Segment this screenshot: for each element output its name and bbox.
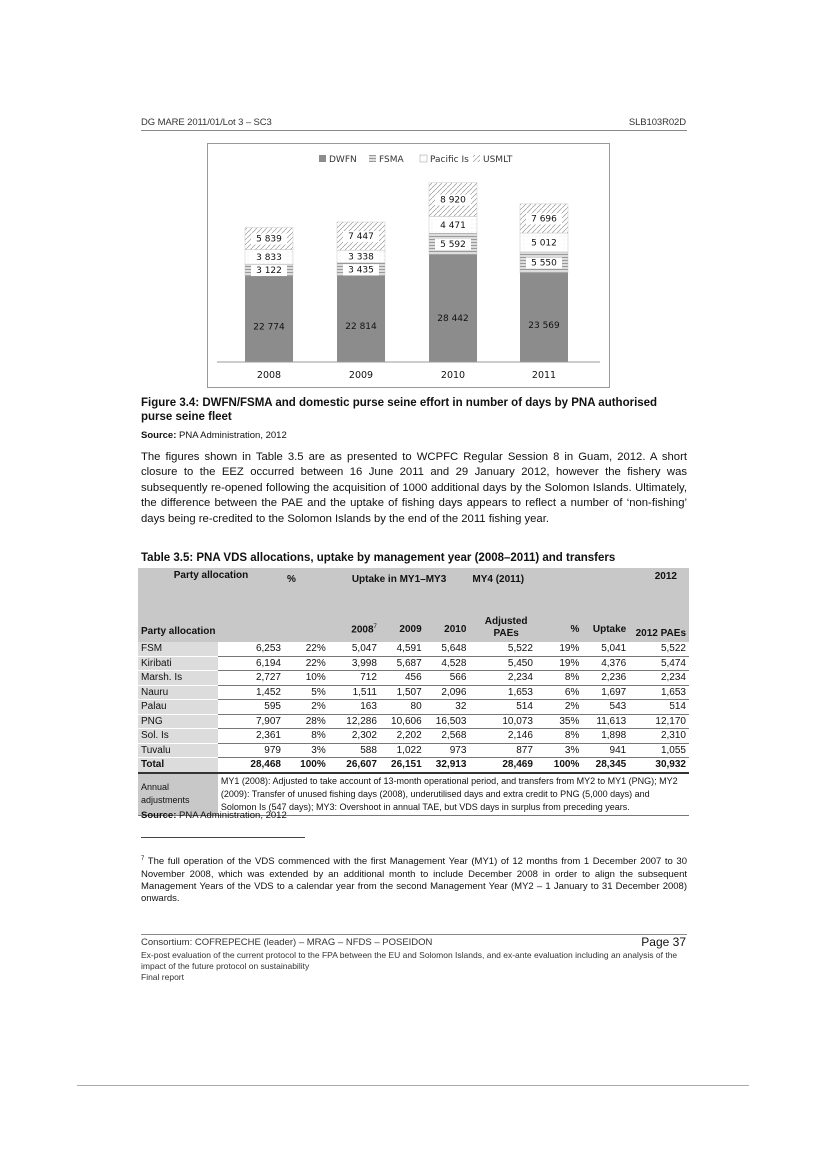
cell-y2009: 4,591 bbox=[380, 642, 425, 656]
bottom-rule bbox=[77, 1085, 749, 1086]
cell-y2010: 566 bbox=[425, 671, 470, 686]
table-row bbox=[138, 714, 689, 729]
cell-y2010: 2,096 bbox=[425, 685, 470, 700]
party-name: PNG bbox=[138, 714, 218, 729]
th2-party-allocation: Party allocation bbox=[138, 598, 284, 642]
cell-adj: 1,653 bbox=[469, 685, 543, 700]
legend-swatch-0 bbox=[319, 155, 326, 162]
header-right: SLB103R02D bbox=[628, 117, 686, 128]
cell-y2008: 712 bbox=[329, 671, 380, 686]
cell-pct4: 35% bbox=[543, 714, 582, 729]
cell-p2012: 30,932 bbox=[629, 758, 689, 773]
th-my4: MY4 (2011) bbox=[469, 568, 582, 598]
data-label: 5 592 bbox=[440, 239, 466, 250]
cell-pct4: 8% bbox=[543, 729, 582, 744]
th-2012: 2012 bbox=[582, 568, 689, 598]
table-source-text: PNA Administration, 2012 bbox=[179, 810, 287, 821]
legend-swatch-2 bbox=[420, 155, 427, 162]
legend-swatch-3 bbox=[473, 155, 480, 162]
table-source bbox=[141, 810, 287, 821]
table-row bbox=[138, 729, 689, 744]
cell-alloc: 7,907 bbox=[218, 714, 284, 729]
cell-y2009: 1,022 bbox=[380, 743, 425, 758]
cell-p2012: 5,474 bbox=[629, 656, 689, 671]
party-name: FSM bbox=[138, 642, 218, 656]
cell-pct: 28% bbox=[284, 714, 329, 729]
data-label: 3 833 bbox=[256, 252, 282, 263]
party-name: Sol. Is bbox=[138, 729, 218, 744]
cell-y2008: 3,998 bbox=[329, 656, 380, 671]
cell-y2009: 26,151 bbox=[380, 758, 425, 773]
table-row bbox=[138, 642, 689, 656]
effort-stacked-bar-chart bbox=[207, 143, 610, 388]
th-percent: % bbox=[284, 568, 329, 598]
party-name: Nauru bbox=[138, 685, 218, 700]
table-header-row-2 bbox=[138, 598, 689, 642]
cell-pct: 10% bbox=[284, 671, 329, 686]
cell-uptake: 941 bbox=[582, 743, 629, 758]
cell-uptake: 28,345 bbox=[582, 758, 629, 773]
cell-y2008: 1,511 bbox=[329, 685, 380, 700]
legend-swatch-1 bbox=[369, 155, 376, 162]
data-label: 22 814 bbox=[345, 322, 377, 333]
table-row bbox=[138, 671, 689, 686]
table-row bbox=[138, 743, 689, 758]
data-label: 5 012 bbox=[531, 238, 557, 249]
th-uptake: Uptake in MY1–MY3 bbox=[329, 568, 470, 598]
cell-alloc: 2,727 bbox=[218, 671, 284, 686]
cell-alloc: 595 bbox=[218, 700, 284, 715]
cell-adj: 514 bbox=[469, 700, 543, 715]
cell-pct4: 6% bbox=[543, 685, 582, 700]
cell-y2009: 456 bbox=[380, 671, 425, 686]
annual-adjustments-row bbox=[138, 773, 689, 816]
data-label: 8 920 bbox=[440, 195, 466, 206]
cell-uptake: 11,613 bbox=[582, 714, 629, 729]
page-number: Page 37 bbox=[641, 935, 686, 949]
th2-percent: % bbox=[543, 598, 582, 642]
cell-y2010: 5,648 bbox=[425, 642, 470, 656]
footer-line-3: Final report bbox=[141, 972, 184, 982]
cell-y2008: 5,047 bbox=[329, 642, 380, 656]
th2-2008-text: 2008 bbox=[351, 624, 374, 635]
cell-pct4: 19% bbox=[543, 642, 582, 656]
cell-pct4: 3% bbox=[543, 743, 582, 758]
table-header-row-1 bbox=[138, 568, 689, 598]
cell-p2012: 514 bbox=[629, 700, 689, 715]
cell-y2008: 588 bbox=[329, 743, 380, 758]
cell-adj: 877 bbox=[469, 743, 543, 758]
cell-y2008: 12,286 bbox=[329, 714, 380, 729]
data-label: 5 550 bbox=[531, 258, 557, 269]
bar-segment-dwfn bbox=[429, 254, 477, 362]
table-caption: Table 3.5: PNA VDS allocations, uptake by management year (2008–2011) and transfers bbox=[141, 552, 616, 564]
cell-uptake: 2,236 bbox=[582, 671, 629, 686]
bar-segment-dwfn bbox=[337, 276, 385, 362]
data-label: 4 471 bbox=[440, 220, 466, 231]
cell-uptake: 4,376 bbox=[582, 656, 629, 671]
cell-y2010: 2,568 bbox=[425, 729, 470, 744]
cell-pct: 100% bbox=[284, 758, 329, 773]
header-rule bbox=[141, 130, 687, 131]
cell-p2012: 2,310 bbox=[629, 729, 689, 744]
cell-alloc: 1,452 bbox=[218, 685, 284, 700]
cell-pct: 22% bbox=[284, 642, 329, 656]
cell-pct: 8% bbox=[284, 729, 329, 744]
table-row bbox=[138, 656, 689, 671]
table-row bbox=[138, 700, 689, 715]
th2-2009: 2009 bbox=[380, 598, 425, 642]
cell-pct4: 8% bbox=[543, 671, 582, 686]
footnote bbox=[141, 853, 687, 906]
body-paragraph: The figures shown in Table 3.5 are as presented to WCPFC Regular Session 8 in Guam, 2012. A short closure to the EEZ occurred between 16 June 2011 and 29 January 2012, however the fishery was subsequently re-opened following the acquisition of 1000 additional days by the Solomon Islands. Ultimately, the difference between the PAE and the uptake of fishing days appears to reflect a number of ‘non-fishing’ days being re-credited to the Solomon Islands by the end of the 2011 fishing year. bbox=[141, 451, 687, 525]
vds-table bbox=[138, 568, 689, 816]
cell-pct4: 100% bbox=[543, 758, 582, 773]
annual-adjustments-label: Annual adjustments bbox=[138, 773, 218, 816]
footnote-rule bbox=[141, 837, 305, 838]
cell-adj: 2,234 bbox=[469, 671, 543, 686]
cell-pct: 3% bbox=[284, 743, 329, 758]
cell-y2008: 163 bbox=[329, 700, 380, 715]
cell-alloc: 28,468 bbox=[218, 758, 284, 773]
table-body bbox=[138, 642, 689, 815]
legend-label: FSMA bbox=[379, 155, 404, 165]
cell-y2008: 26,607 bbox=[329, 758, 380, 773]
footnote-mark: 7 bbox=[141, 856, 145, 862]
cell-uptake: 5,041 bbox=[582, 642, 629, 656]
figure-caption: Figure 3.4: DWFN/FSMA and domestic purse seine effort in number of days by PNA authorised purse seine fleet bbox=[141, 397, 658, 423]
footer-rule bbox=[141, 934, 687, 935]
cell-p2012: 5,522 bbox=[629, 642, 689, 656]
cell-y2009: 80 bbox=[380, 700, 425, 715]
th2-uptake: Uptake bbox=[582, 598, 629, 642]
data-label: 7 447 bbox=[348, 232, 374, 243]
cell-pct4: 19% bbox=[543, 656, 582, 671]
cell-adj: 5,450 bbox=[469, 656, 543, 671]
table-row bbox=[138, 685, 689, 700]
data-label: 7 696 bbox=[531, 214, 557, 225]
cell-adj: 28,469 bbox=[469, 758, 543, 773]
cell-adj: 10,073 bbox=[469, 714, 543, 729]
party-name: Tuvalu bbox=[138, 743, 218, 758]
footnote-text: The full operation of the VDS commenced with the first Management Year (MY1) of 12 months from 1 December 2007 to 30 November 2008, which was extended by an additional month to include December 2008 in order to align the subsequent Management Years of the VDS to a calendar year from the second Management Year (MY2 – 1 January to 31 December 2008) onwards. bbox=[141, 856, 688, 905]
cell-uptake: 543 bbox=[582, 700, 629, 715]
th-party-allocation: Party allocation bbox=[138, 568, 284, 598]
footer-description bbox=[141, 950, 689, 983]
cell-y2008: 2,302 bbox=[329, 729, 380, 744]
cell-pct: 5% bbox=[284, 685, 329, 700]
cell-pct4: 2% bbox=[543, 700, 582, 715]
table-row bbox=[138, 758, 689, 773]
data-label: 23 569 bbox=[528, 321, 560, 332]
cell-y2010: 973 bbox=[425, 743, 470, 758]
cell-y2010: 32 bbox=[425, 700, 470, 715]
party-name: Marsh. Is bbox=[138, 671, 218, 686]
data-label: 22 774 bbox=[253, 322, 285, 333]
footer-line-2: Ex-post evaluation of the current protocol to the FPA between the EU and Solomon Islands, and ex-ante evaluation including an analysis of the impact of the future protocol on sustainability bbox=[141, 950, 678, 971]
figure-source-label: Source: bbox=[141, 430, 177, 441]
table-source-label: Source: bbox=[141, 810, 177, 821]
cell-y2009: 5,687 bbox=[380, 656, 425, 671]
legend-label: USMLT bbox=[483, 155, 513, 165]
th2-2010: 2010 bbox=[425, 598, 470, 642]
cell-uptake: 1,697 bbox=[582, 685, 629, 700]
bar-segment-dwfn bbox=[245, 276, 293, 362]
party-name: Palau bbox=[138, 700, 218, 715]
x-tick-label: 2011 bbox=[531, 370, 557, 381]
cell-y2010: 16,503 bbox=[425, 714, 470, 729]
cell-p2012: 12,170 bbox=[629, 714, 689, 729]
cell-y2010: 4,528 bbox=[425, 656, 470, 671]
data-label: 28 442 bbox=[437, 314, 469, 325]
data-label: 3 435 bbox=[348, 265, 374, 276]
x-tick-label: 2009 bbox=[348, 370, 374, 381]
figure-source-text: PNA Administration, 2012 bbox=[179, 430, 287, 441]
cell-pct: 2% bbox=[284, 700, 329, 715]
party-name: Total bbox=[138, 758, 218, 773]
cell-y2010: 32,913 bbox=[425, 758, 470, 773]
footer-consortium: Consortium: COFREPECHE (leader) – MRAG – NFDS – POSEIDON bbox=[141, 937, 433, 948]
cell-alloc: 6,253 bbox=[218, 642, 284, 656]
cell-alloc: 6,194 bbox=[218, 656, 284, 671]
data-label: 3 338 bbox=[348, 252, 374, 263]
cell-uptake: 1,898 bbox=[582, 729, 629, 744]
legend-label: DWFN bbox=[329, 155, 357, 165]
legend-label: Pacific Is bbox=[430, 155, 469, 165]
cell-p2012: 1,653 bbox=[629, 685, 689, 700]
cell-y2009: 1,507 bbox=[380, 685, 425, 700]
cell-p2012: 2,234 bbox=[629, 671, 689, 686]
data-label: 5 839 bbox=[256, 234, 282, 245]
bar-segment-dwfn bbox=[520, 273, 568, 362]
cell-y2009: 10,606 bbox=[380, 714, 425, 729]
th2-adjusted-paes: Adjusted PAEs bbox=[469, 598, 543, 642]
cell-alloc: 2,361 bbox=[218, 729, 284, 744]
th2-2012-paes: 2012 PAEs bbox=[629, 598, 689, 642]
cell-p2012: 1,055 bbox=[629, 743, 689, 758]
th2-empty bbox=[284, 598, 329, 642]
annual-adjustments-text: MY1 (2008): Adjusted to take account of 13-month operational period, and transfers from MY2 to MY1 (PNG); MY2 (2009): Transfer of unused fishing days (2008), underutilised days and extra credit to PNG (5,000 days) and Solomon Is (547 days); MY3: Overshoot in annual TAE, but VDS days in surplus from preceding years. bbox=[218, 773, 689, 816]
data-label: 3 122 bbox=[256, 266, 282, 277]
x-tick-label: 2010 bbox=[440, 370, 466, 381]
cell-adj: 5,522 bbox=[469, 642, 543, 656]
th2-2008-footnote-mark: 7 bbox=[373, 623, 377, 630]
figure-source bbox=[141, 430, 287, 441]
header-left: DG MARE 2011/01/Lot 3 – SC3 bbox=[141, 117, 272, 128]
th2-2008 bbox=[329, 598, 380, 642]
x-tick-label: 2008 bbox=[256, 370, 282, 381]
party-name: Kiribati bbox=[138, 656, 218, 671]
cell-alloc: 979 bbox=[218, 743, 284, 758]
cell-adj: 2,146 bbox=[469, 729, 543, 744]
cell-y2009: 2,202 bbox=[380, 729, 425, 744]
cell-pct: 22% bbox=[284, 656, 329, 671]
